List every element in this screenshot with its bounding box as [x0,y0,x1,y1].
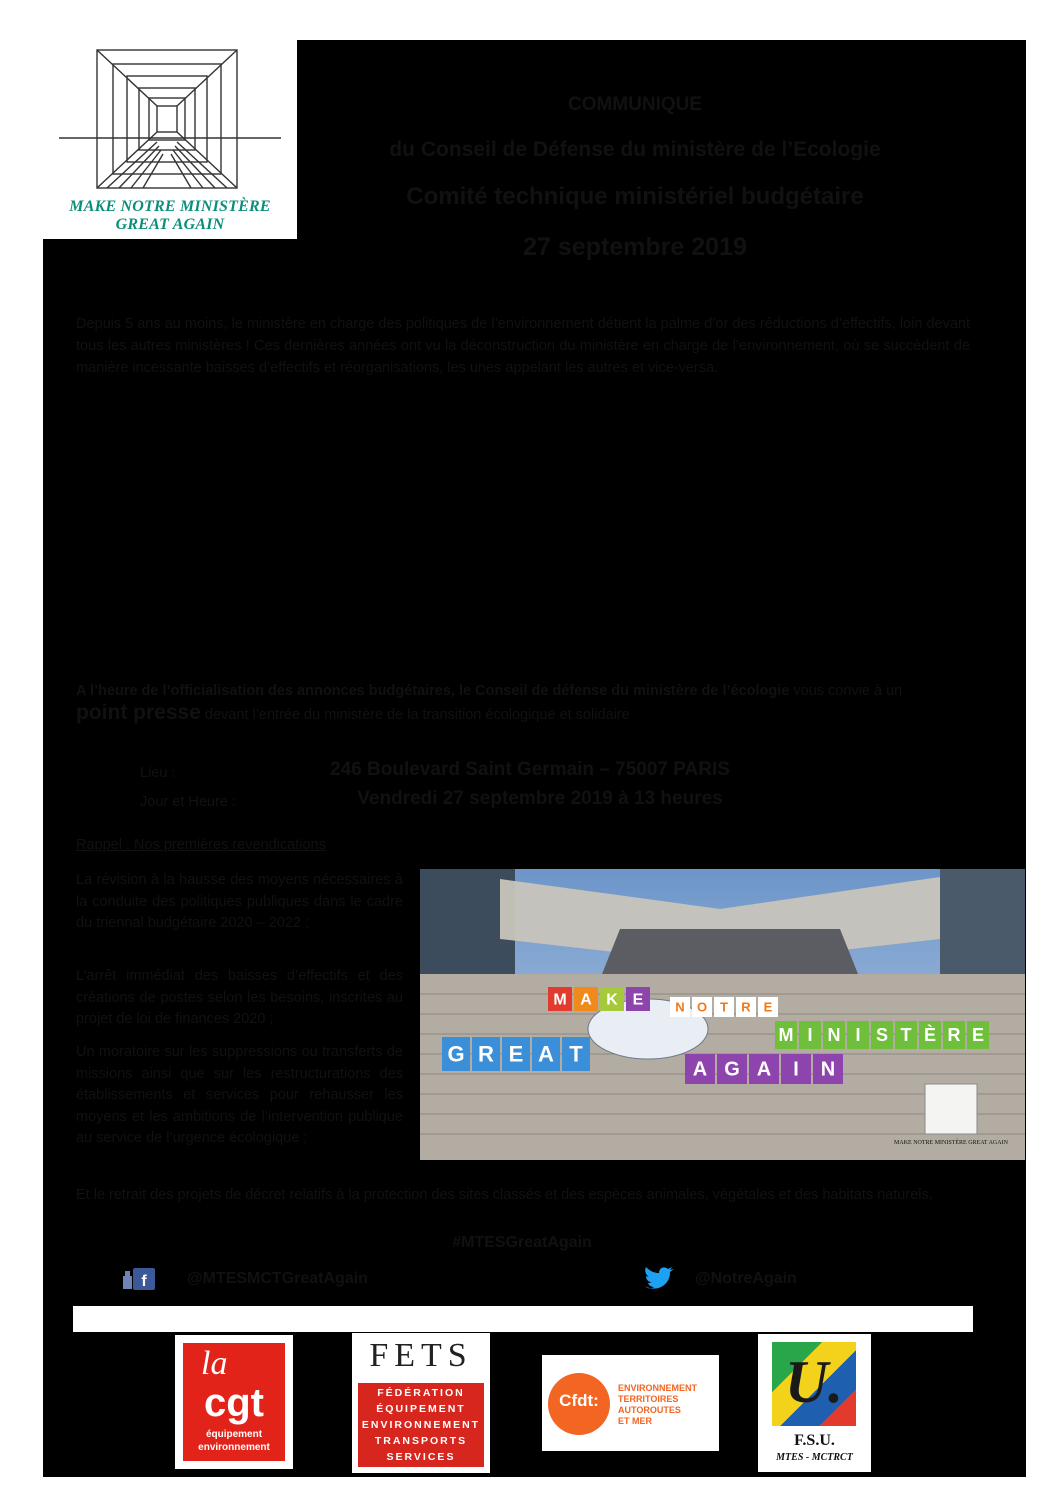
cfdt-line: AUTOROUTES [618,1405,681,1415]
cgt-sub2: environnement [198,1442,270,1453]
fets-row: ENVIRONNEMENT [361,1419,481,1431]
letter-block-text: T [569,1041,583,1067]
svg-text:MAKE NOTRE MINISTÈRE GREAT AGA: MAKE NOTRE MINISTÈRE GREAT AGAIN [894,1140,1008,1146]
logo-emblem-icon [55,46,285,194]
fsu-sub: MTES - MCTRCT [776,1452,853,1463]
letter-block-text: N [675,999,685,1015]
cfdt-line: TERRITOIRES [618,1394,679,1404]
press-rest: devant l’entrée du ministère de la transition écologique et solidaire [200,707,630,723]
meeting-date: 27 septembre 2019 [523,233,747,261]
letter-block-text: S [875,1025,889,1046]
time-label: Jour et Heure : [140,794,236,810]
letter-block-text: T [900,1025,912,1046]
cfdt-logo [542,1355,719,1451]
twitter-bird-icon [643,1266,675,1292]
cfdt-line: ENVIRONNEMENT [618,1383,698,1393]
cgt-name: cgt [204,1381,264,1425]
communique-source: du Conseil de Défense du ministère de l’Ecologie [389,138,881,161]
fsu-name: F.S.U. [794,1432,835,1449]
letter-block-text: I [855,1025,861,1046]
letter-block-text: R [478,1041,494,1067]
letter-block-text: A [538,1041,554,1067]
demand-item: La révision à la hausse des moyens nécessaires à la conduite des politiques publiques dans le cadre du triennal budgétaire 2020 – 2022 ; [76,872,403,931]
svg-text:f: f [141,1273,147,1290]
invite-paragraph [76,680,970,726]
cfdt-name: Cfdt: [559,1391,599,1410]
facebook-like-icon [121,1266,155,1292]
letter-block-text: E [971,1025,985,1046]
letter-block-text: R [947,1025,961,1046]
letter-block-text: E [632,991,644,1009]
letter-block-text: K [606,991,618,1009]
letter-block-text: G [447,1041,465,1067]
letter-block-text: A [580,991,592,1009]
page-title: Comité technique ministériel budgétaire [406,183,864,210]
fets-row: SERVICES [386,1451,456,1463]
letter-block-text: N [827,1025,841,1046]
time-value: Vendredi 27 septembre 2019 à 13 heures [357,788,723,809]
fsu-logo [758,1334,871,1472]
demand-item: L’arrêt immédiat des baisses d’effectifs et des créations de postes selon les besoins, inscrites au projet de loi de finances 2020 ; [76,968,403,1027]
letter-block-text: E [763,999,773,1015]
letter-block-text: R [741,999,751,1015]
twitter-handle[interactable]: @NotreAgain [695,1270,797,1287]
letter-block-text: È [923,1025,937,1046]
fets-title: FETS [369,1337,473,1374]
letter-block-text: I [807,1025,813,1046]
letter-block-text: N [820,1058,836,1081]
fets-row: TRANSPORTS [374,1435,468,1447]
place-label: Lieu : [140,765,176,781]
hashtag: #MTESGreatAgain [452,1234,592,1251]
communique-label: COMMUNIQUE [567,94,703,115]
letter-block-text: M [553,991,567,1009]
letter-block-text: A [756,1058,772,1081]
divider-strip [73,1306,973,1332]
cgt-sub1: équipement [205,1429,263,1440]
place-value: 246 Boulevard Saint Germain – 75007 PARIS [330,759,730,780]
letter-block-text: M [778,1025,794,1046]
protest-photo [420,869,1025,1160]
letter-block-text: A [692,1058,708,1081]
facebook-handle[interactable]: @MTESMCTGreatAgain [187,1270,368,1287]
cfdt-line: ET MER [618,1416,653,1426]
cgt-la: la [201,1345,228,1382]
cgt-logo [175,1335,293,1469]
letter-block-text: O [696,999,708,1015]
final-demand: Et le retrait des projets de décret relatifs à la protection des sites classés et des espèces animales, végétales et des habitats naturels. [76,1187,933,1203]
fets-logo [352,1333,490,1473]
fsu-letter: U. [784,1349,844,1415]
letter-block-text: G [724,1058,740,1081]
demand-item: Un moratoire sur les suppressions ou transferts de missions ainsi que sur les restructurations des établissements et services pour rehausser les moyens et les ambitions de l’intervention publique au service de l’urgence écologique ; [76,1044,403,1146]
demands-heading: Rappel : Nos premières revendications [76,837,326,853]
letter-block-text: E [508,1041,524,1067]
logo-text-line2: GREAT AGAIN [115,216,225,233]
logo [43,40,297,239]
letter-block-text: T [720,999,728,1015]
fets-row: ÉQUIPEMENT [376,1403,466,1415]
logo-text-line1: MAKE NOTRE MINISTÈRE [69,198,271,215]
fets-rows [360,1385,482,1465]
invite-rest: vous convie à un [789,683,903,699]
fets-row: FÉDÉRATION [377,1387,465,1399]
invite-bold: A l’heure de l’officialisation des annonces budgétaires, le Conseil de défense du ministère de l’écologie [76,683,790,699]
intro-paragraph: Depuis 5 ans au moins, le ministère en charge des politiques de l’environnement détient la palme d’or des réductions d’effectifs, loin devant tous les autres ministères ! Ces dernières années ont vu la déconstruction du ministère en charge de l’environnement, où se succèdent de manière incessante baisses d’effectifs et réorganisations, les unes appelant les autres et vice-versa. [76,316,970,376]
press-point: point presse [76,701,201,724]
cfdt-lines [618,1383,697,1427]
letter-block-text: I [793,1058,799,1081]
